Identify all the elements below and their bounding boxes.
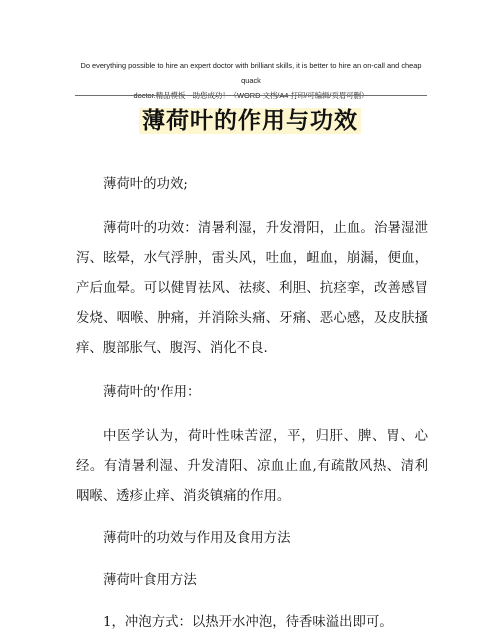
paragraph-heading-functions: 薄荷叶的'作用：: [103, 385, 201, 400]
document-body: [76, 170, 428, 638]
header-line-1: Do everything possible to hire an expert doctor with brilliant skills, it is better to hire an on-call and cheap quack: [80, 61, 422, 85]
paragraph-tcm: 中医学认为，荷叶性味苦涩，平，归肝、脾、胃、心经。有清暑利湿、升发清阳、凉血止血,有疏散风热、清利咽喉、透疹止痒、消炎镇痛的作用。: [76, 429, 428, 504]
document-title-text: 薄荷叶的作用与功效: [139, 108, 361, 134]
paragraph-heading-methods: 薄荷叶食用方法: [103, 573, 197, 588]
paragraph-effects: 薄荷叶的功效：清暑利湿，升发滑阳，止血。治暑湿泄泻、眩晕，水气浮肿，雷头风，吐血，衄血，崩漏，便血，产后血晕。可以健胃祛风、祛痰、利胆、抗痉挛，改善感冒发烧、咽喉、肿痛，并消除头痛、牙痛、恶心感，及皮肤搔痒、腹部胀气、腹泻、消化不良.: [76, 221, 428, 356]
paragraph-method-1: 1，冲泡方式：以热开水冲泡，待香味溢出即可。: [103, 615, 393, 630]
header-line-2: doctor.精品模板 助您成功！（WORD 文档/A4 打印/可编辑/页眉可删）: [133, 91, 369, 100]
header-divider: [75, 95, 427, 96]
page-header: [70, 58, 432, 103]
document-title: [0, 106, 500, 136]
paragraph-heading-effects: 薄荷叶的功效;: [103, 177, 188, 192]
paragraph-heading-usage: 薄荷叶的功效与作用及食用方法: [103, 531, 291, 546]
